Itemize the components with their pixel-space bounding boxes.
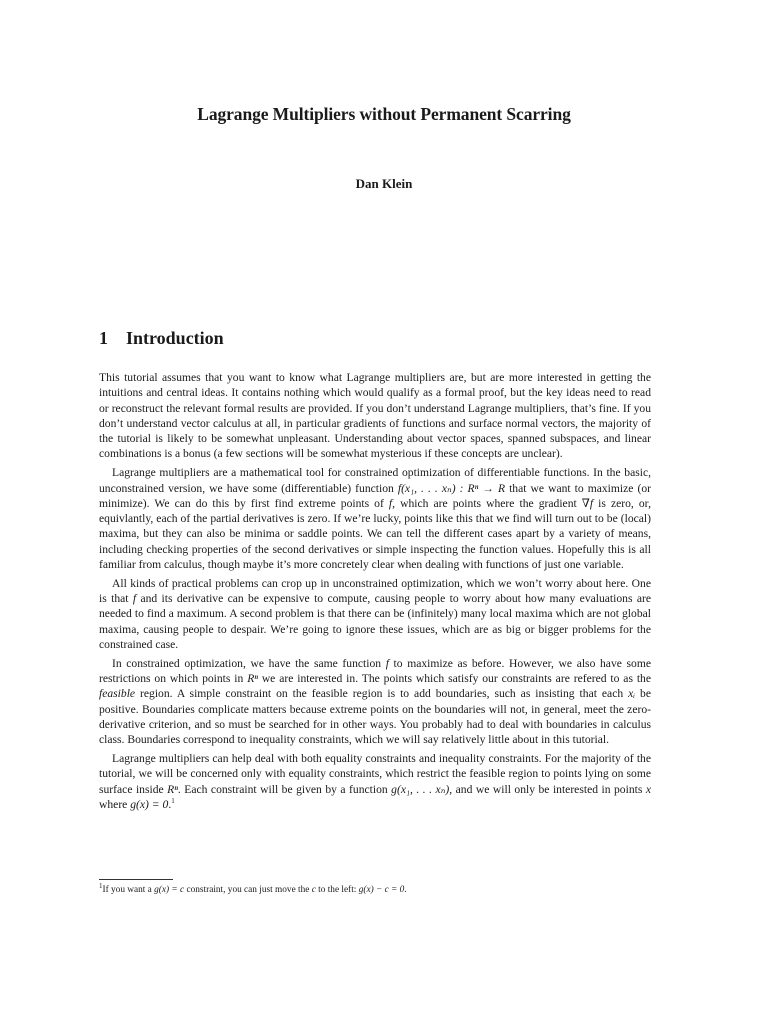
- math-inline: x: [645, 782, 651, 796]
- footnote: $^1$If you want a g(x) = c constraint, you can just move the c to the left: g(x) − c = 0.: [99, 881, 407, 895]
- paragraph: All kinds of practical problems can crop up in unconstrained optimization, which we won’t worry about here. One is that f and its derivative can be expensive to compute, causing people to worry about how many evaluations are needed to find a maximum. A second problem is that there can be (infinitely) many local maxima which are not global maxima, causing people to despair. We’re going to ignore these issues, which are as big or bigger problems for the constrained case.: [99, 576, 651, 652]
- emphasis: feasible: [99, 687, 136, 701]
- math-inline: g(x₁, . . . xₙ): [391, 782, 450, 796]
- math-inline: Rⁿ: [167, 782, 178, 796]
- section-title: Introduction: [126, 328, 224, 348]
- footnote-ref[interactable]: 1: [171, 797, 175, 806]
- section-heading: [99, 328, 224, 349]
- footnote-mark: 1: [99, 881, 103, 890]
- section-body: [99, 370, 651, 816]
- paragraph: In constrained optimization, we have the same function f to maximize as before. However, we also have some restrictions on which points in Rⁿ we are interested in. The points which satisfy our constraints are refered to as the feasible region. A simple constraint on the feasible region is to add boundaries, such as insisting that each xᵢ be positive. Boundaries complicate matters because extreme points on the boundaries will not, in general, meet the zero-derivative criterion, and so must be searched for in other ways. You probably had to deal with boundaries in calculus class. Boundaries correspond to inequality constraints, which we will say relatively little about in this tutorial.: [99, 656, 651, 747]
- math-inline: g(x) = c: [154, 885, 185, 895]
- paragraph: This tutorial assumes that you want to know what Lagrange multipliers are, but are more interested in getting the intuitions and central ideas. It contains nothing which would qualify as a formal proof, but the key ideas need to read or reconstruct the relevant formal results are provided. If you don’t understand Lagrange multipliers, that’s fine. If you don’t understand vector calculus at all, in particular gradients of functions and surface normal vectors, the majority of the tutorial is likely to be somewhat unpleasant. Understanding about vector spaces, spanned subspaces, and linear combinations is a bonus (a few sections will be somewhat mysterious if these concepts are unclear).: [99, 371, 651, 461]
- math-inline: f: [132, 592, 137, 606]
- paragraph: Lagrange multipliers are a mathematical tool for constrained optimization of differentiable functions. In the basic, unconstrained version, we have some (differentiable) function f(x₁, . . . xₙ) : Rⁿ → R that we want to maximize (or minimize). We can do this by first find extreme points of f, which are points where the gradient ∇f is zero, or, equivlantly, each of the partial derivatives is zero. If we’re lucky, points like this that we find will turn out to be (local) maxima, but they can also be minima or saddle points. We can tell the different cases apart by a variety of means, including checking properties of the second derivatives or simple inspecting the function values. Hopefully this is all familiar from calculus, though maybe it’s more concretely clear when dealing with functions of just one variable.: [99, 466, 651, 572]
- math-inline: c: [311, 885, 316, 895]
- math-inline: f: [388, 496, 393, 510]
- math-inline: g(x) = 0: [130, 798, 169, 812]
- paragraph: Lagrange multipliers can help deal with both equality constraints and inequality constraints. For the majority of the tutorial, we will be concerned only with equality constraints, which restrict the feasible region to points lying on some surface inside Rⁿ. Each constraint will be given by a function g(x₁, . . . xₙ), and we will only be interested in points x where g(x) = 0.$^1$: [99, 752, 651, 812]
- math-inline: Rⁿ: [247, 672, 258, 686]
- author-name: Dan Klein: [355, 176, 413, 191]
- footnote-divider: [99, 879, 173, 880]
- math-inline: f: [385, 656, 389, 670]
- math-inline: xᵢ: [628, 687, 636, 701]
- section-number: 1: [99, 328, 108, 348]
- paper-title: Lagrange Multipliers without Permanent Scarring: [197, 104, 571, 124]
- math-inline: g(x) − c = 0: [358, 885, 405, 895]
- math-inline: f(x₁, . . . xₙ) : Rⁿ → R: [397, 481, 506, 495]
- math-inline: ∇f: [581, 496, 594, 510]
